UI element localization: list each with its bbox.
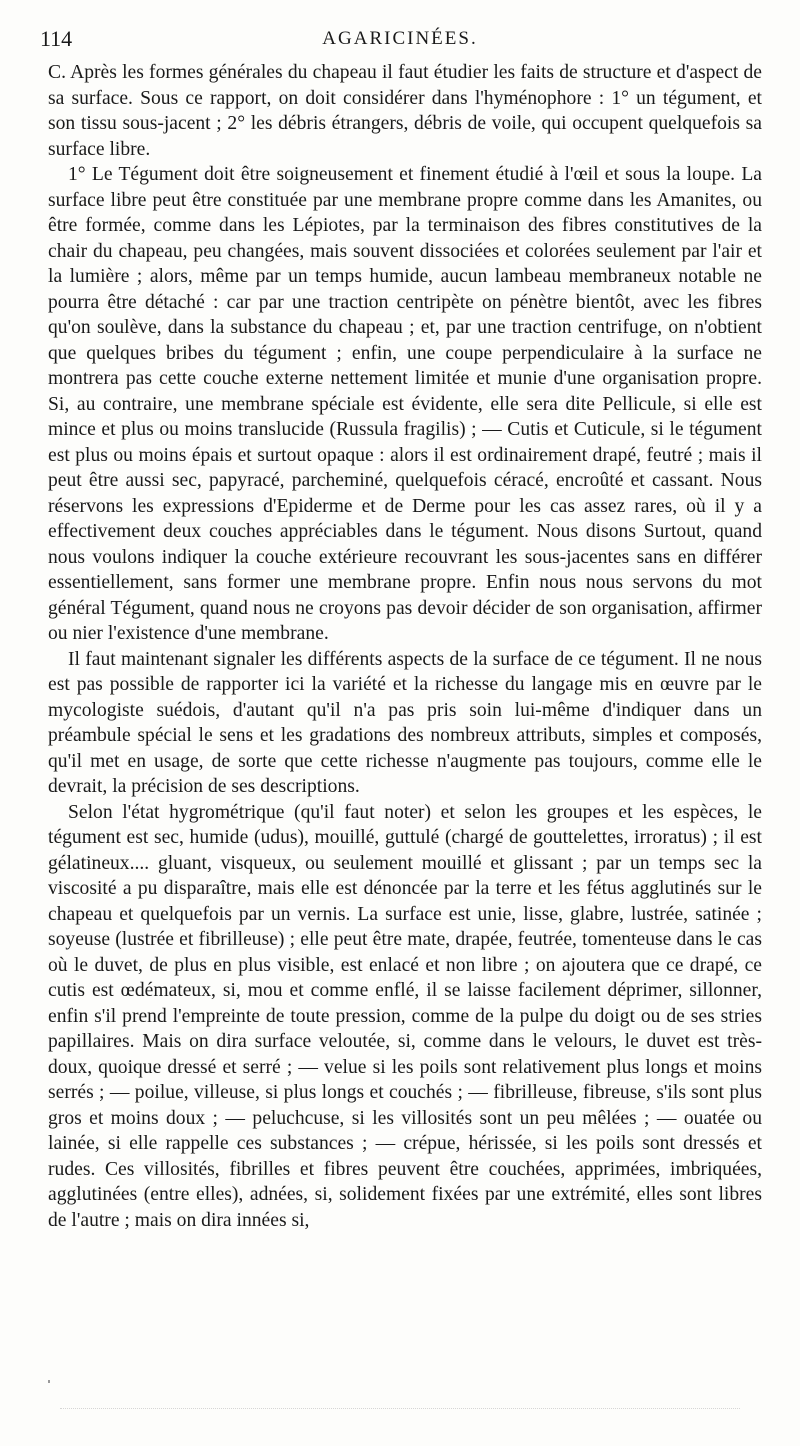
running-title: AGARICINÉES. [322,28,478,49]
paragraph-tegument: 1° Le Tégument doit être soigneusement et finement étudié à l'œil et sous la loupe. La surface libre peut être constituée par une membrane propre comme dans les Amanites, ou être formée, comme dans les Lépiotes, par la terminaison des fibres constitutives de la chair du chapeau, peu changées, mais souvent dissociées et colorées seulement par l'air et la lumière ; alors, même par un temps humide, aucun lambeau membraneux notable ne pourra être détaché : car par une traction centripète on pénètre bientôt, avec les fibres qu'on soulève, dans la substance du chapeau ; et, par une traction centrifuge, on n'obtient que quelques bribes du tégument ; enfin, une coupe perpendiculaire à la surface ne montrera pas cette couche externe nettement limitée et munie d'une organisation propre. Si, au contraire, une membrane spéciale est évidente, elle sera dite Pellicule, si elle est mince et plus ou moins translucide (Russula fragilis) ; — Cutis et Cuticule, si le tégument est plus ou moins épais et surtout opaque : alors il est ordinairement drapé, feutré ; mais il peut être aussi sec, papyracé, parcheminé, quelquefois céracé, encroûté et cassant. Nous réservons les expressions d'Epiderme et de Derme pour les cas assez rares, où il y a effectivement deux couches appréciables dans le tégument. Nous disons Surtout, quand nous voulons indiquer la couche extérieure recouvrant les sous-jacentes sans en différer essentiellement, sans former une membrane propre. Enfin nous nous servons du mot général Tégument, quand nous ne croyons pas devoir décider de son organisation, affirmer ou nier l'existence d'une membrane. [48,164,762,644]
running-head [40,26,760,56]
paragraph-surface-aspects: Il faut maintenant signaler les différents aspects de la surface de ce tégument. Il ne nous est pas possible de rapporter ici la variété et la richesse du langage mis en œuvre par le mycologiste suédois, d'autant qu'il n'a pas pris soin lui-même d'indiquer dans un préambule spécial le sens et les gradations des nombreux attributs, simples et composés, qu'il met en usage, de sorte que cette richesse n'augmente pas toujours, comme elle le devrait, la précision de ses descriptions. [48,648,762,797]
paragraph-structure-intro: C. Après les formes générales du chapeau il faut étudier les faits de structure et d'aspect de sa surface. Sous ce rapport, on doit considérer dans l'hyménophore : 1° un tégument, et son tissu sous-jacent ; 2° les débris étrangers, débris de voile, qui occupent quelquefois sa surface libre. [48,62,762,160]
paragraph-hygrometric-state: Selon l'état hygrométrique (qu'il faut noter) et selon les groupes et les espèces, le tégument est sec, humide (udus), mouillé, guttulé (chargé de gouttelettes, irroratus) ; il est gélatineux.... gluant, visqueux, ou seulement mouillé et glissant ; par un temps sec la viscosité a pu disparaître, mais elle est dénoncée par la terre et les fétus agglutinés sur le chapeau et quelquefois par un vernis. La surface est unie, lisse, glabre, lustrée, satinée ; soyeuse (lustrée et fibrilleuse) ; elle peut être mate, drapée, feutrée, tomenteuse dans le cas où le duvet, de plus en plus visible, est enlacé et non libre ; on ajoutera que ce drapé, ce cutis est œdémateux, si, mou et comme enflé, il se laisse facilement déprimer, sillonner, enfin s'il prend l'empreinte de toute pression, comme de la pulpe du doigt ou de ses stries papillaires. Mais on dira surface veloutée, si, comme dans le velours, le duvet est très-doux, quoique dressé et serré ; — velue si les poils sont relativement plus longs et moins serrés ; — poilue, villeuse, si plus longs et couchés ; — fibrilleuse, fibreuse, s'ils sont plus gros et moins doux ; — peluchcuse, si les villosités sont un peu mêlées ; — ouatée ou lainée, si elle rappelle ces substances ; — crépue, hérissée, si les poils sont dressés et rudes. Ces villosités, fibrilles et fibres peuvent être couchées, apprimées, imbriquées, agglutinées (entre elles), adnées, si, solidement fixées par une extrémité, elles sont libres de l'autre ; mais on dira innées si, [48,801,762,1231]
print-speck [48,1380,50,1383]
footer-scan-artifact [60,1408,740,1411]
body-text [48,60,762,1233]
page-number: 114 [40,26,73,51]
